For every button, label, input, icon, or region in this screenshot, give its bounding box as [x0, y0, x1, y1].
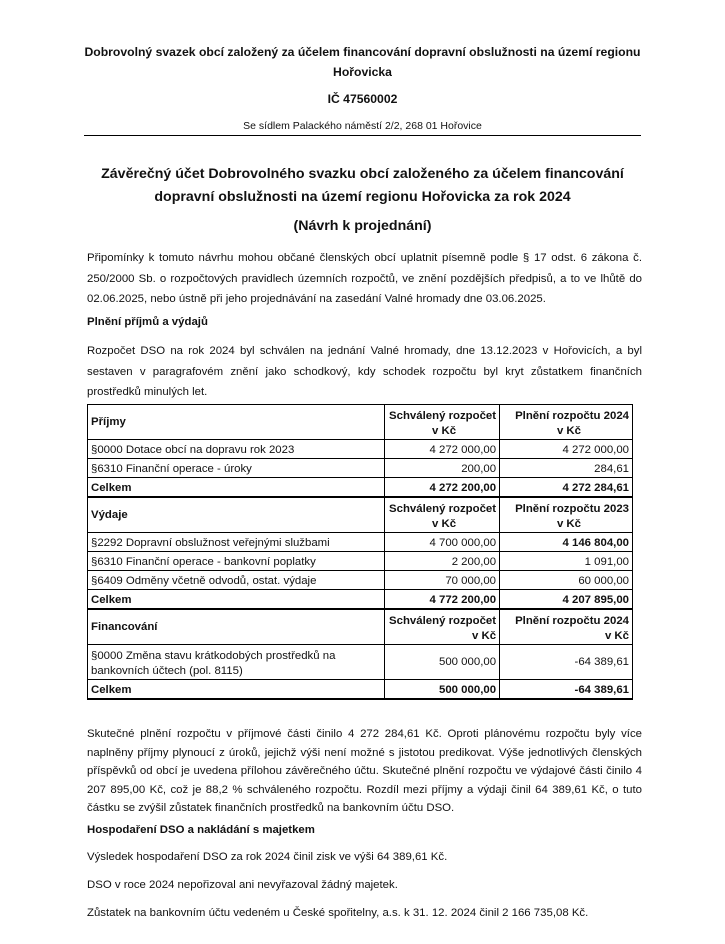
- header-text: Schválený rozpočet: [389, 410, 497, 422]
- row-approved: 70 000,00: [385, 571, 500, 590]
- table-row: [88, 552, 633, 571]
- header-unit: v Kč: [431, 518, 457, 530]
- row-label: §6409 Odměny včetně odvodů, ostat. výdaje: [88, 571, 385, 590]
- result-line: Výsledek hospodaření DSO za rok 2024 činil zisk ve výši 64 389,61 Kč.: [87, 851, 448, 863]
- intro-paragraph: Připomínky k tomuto návrhu mohou občané členských obcí uplatnit písemně podle § 17 odst. 6 zákona č. 250/2000 Sb. o rozpočtových pravidlech územních rozpočtů, ve znění pozdějších předpisů, a to ve lhůtě do 02.06.2025, nebo ústně při jeho projednávání na zasedání Valné hromady dne 03.06.2025.: [87, 252, 642, 305]
- total-label: Celkem: [88, 680, 385, 700]
- row-actual: 1 091,00: [500, 552, 633, 571]
- row-label: §6310 Finanční operace - bankovní poplatky: [88, 552, 385, 571]
- financing-header-actual: [500, 609, 633, 645]
- organization-seat: Se sídlem Palackého náměstí 2/2, 268 01 Hořovice: [243, 120, 482, 132]
- header-text: Plnění rozpočtu 2023: [515, 503, 629, 515]
- table-header-row: [88, 497, 633, 533]
- row-actual: -64 389,61: [500, 645, 633, 680]
- table-total-row: [88, 478, 633, 498]
- table-row: [88, 440, 633, 459]
- summary-paragraph: Skutečné plnění rozpočtu v příjmové části činilo 4 272 284,61 Kč. Oproti plánovému rozpočtu byly více naplněny příjmy plynoucí z úroků, jejichž výši není možné s jistotou predikovat. Výše jednotlivých členských příspěvků od obcí je uvedena přílohou závěrečného účtu. Skutečné plnění rozpočtu ve výdajové části činilo 4 207 895,00 Kč, což je 88,2 % schváleného rozpočtu. Rozdíl mezi příjmy a výdaji činil 64 389,61 Kč, o tuto částku se zvýšil zůstatek finančních prostředků na bankovním účtu DSO.: [87, 728, 642, 815]
- header-unit: v Kč: [604, 630, 629, 642]
- assets-line: DSO v roce 2024 nepořizoval ani nevyřazoval žádný majetek.: [87, 879, 398, 891]
- income-header-actual: [500, 405, 633, 440]
- financing-header-label: Financování: [88, 609, 385, 645]
- expenses-header-actual: [500, 497, 633, 533]
- total-actual: -64 389,61: [500, 680, 633, 700]
- total-approved: 4 272 200,00: [385, 478, 500, 498]
- section-heading-assets: Hospodaření DSO a nakládání s majetkem: [87, 824, 315, 836]
- header-unit: v Kč: [471, 630, 497, 642]
- row-actual: 4 146 804,00: [500, 533, 633, 552]
- table-total-row: [88, 680, 633, 700]
- row-actual: 284,61: [500, 459, 633, 478]
- row-actual: 4 272 000,00: [500, 440, 633, 459]
- table-header-row: [88, 609, 633, 645]
- section-heading-budget: Plnění příjmů a výdajů: [87, 316, 208, 328]
- table-total-row: [88, 590, 633, 610]
- total-label: Celkem: [88, 590, 385, 610]
- header-unit: v Kč: [556, 425, 581, 437]
- header-text: Schválený rozpočet: [389, 503, 497, 515]
- row-approved: 2 200,00: [385, 552, 500, 571]
- financing-header-approved: [385, 609, 500, 645]
- header-divider: [84, 135, 641, 136]
- document-title: Závěrečný účet Dobrovolného svazku obcí založeného za účelem financování dopravní obslužnosti na území regionu Hořovicka za rok 2024: [101, 166, 624, 205]
- row-approved: 4 700 000,00: [385, 533, 500, 552]
- total-actual: 4 272 284,61: [500, 478, 633, 498]
- header-text: Plnění rozpočtu 2024: [515, 615, 629, 627]
- expenses-header-approved: [385, 497, 500, 533]
- expenses-header-label: Výdaje: [88, 497, 385, 533]
- row-approved: 200,00: [385, 459, 500, 478]
- row-label: §0000 Změna stavu krátkodobých prostředků na bankovních účtech (pol. 8115): [88, 645, 385, 680]
- table-row: [88, 533, 633, 552]
- budget-table: [87, 404, 633, 700]
- total-approved: 4 772 200,00: [385, 590, 500, 610]
- budget-paragraph: Rozpočet DSO na rok 2024 byl schválen na jednání Valné hromady, dne 13.12.2023 v Hořovicích, a byl sestaven v paragrafovém znění jako schodkový, kdy schodek rozpočtu byl kryt zůstatkem finančních prostředků minulých let.: [87, 345, 642, 398]
- header-unit: v Kč: [556, 518, 581, 530]
- table-row: [88, 571, 633, 590]
- total-actual: 4 207 895,00: [500, 590, 633, 610]
- organization-name: Dobrovolný svazek obcí založený za účelem financování dopravní obslužnosti na území regionu Hořovicka: [84, 45, 641, 79]
- organization-id: IČ 47560002: [327, 92, 398, 106]
- bank-balance-line: Zůstatek na bankovním účtu vedeném u České spořitelny, a.s. k 31. 12. 2024 činil 2 166 735,08 Kč.: [87, 907, 589, 919]
- row-label: §2292 Dopravní obslužnost veřejnými službami: [88, 533, 385, 552]
- total-label: Celkem: [88, 478, 385, 498]
- header-unit: v Kč: [431, 425, 457, 437]
- row-label: §0000 Dotace obcí na dopravu rok 2023: [88, 440, 385, 459]
- row-label: §6310 Finanční operace - úroky: [88, 459, 385, 478]
- header-text: Plnění rozpočtu 2024: [515, 410, 629, 422]
- row-approved: 500 000,00: [385, 645, 500, 680]
- income-header-label: Příjmy: [88, 405, 385, 440]
- income-header-approved: [385, 405, 500, 440]
- total-approved: 500 000,00: [385, 680, 500, 700]
- table-row: [88, 459, 633, 478]
- header-text: Schválený rozpočet: [389, 615, 497, 627]
- table-row: [88, 645, 633, 680]
- table-header-row: [88, 405, 633, 440]
- row-actual: 60 000,00: [500, 571, 633, 590]
- document-subtitle: (Návrh k projednání): [293, 218, 432, 234]
- row-approved: 4 272 000,00: [385, 440, 500, 459]
